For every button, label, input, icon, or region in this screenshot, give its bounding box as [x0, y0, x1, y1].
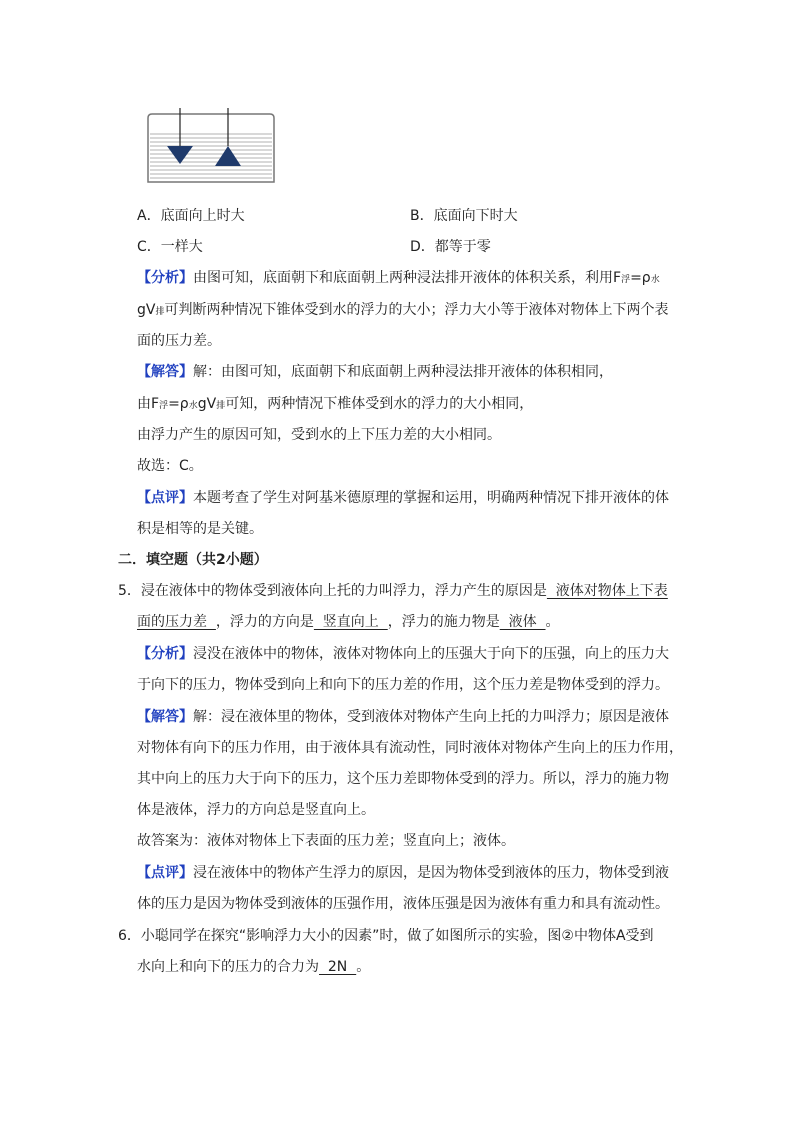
choice-a: A．底面向上时大	[137, 208, 245, 224]
q5-answer-line-4: 体是液体，浮力的方向总是竖直向上。	[137, 802, 375, 818]
choice-b: B．底面向下时大	[410, 208, 518, 224]
q5-analysis-line-1: 【分析】浸没在液体中的物体，液体对物体向上的压强大于向下的压强，向上的压力大	[137, 646, 669, 662]
answer-tag: 【解答】	[137, 364, 193, 380]
q5-comment-line-2: 体的压力是因为物体受到液体的压强作用，液体压强是因为液体有重力和具有流动性。	[137, 896, 669, 912]
beaker-diagram	[146, 108, 276, 186]
q5-stem-line-2: 面的压力差 ，浮力的方向是 竖直向上 ，浮力的施力物是 液体 。	[137, 614, 560, 630]
answer-tag: 【解答】	[137, 709, 193, 725]
section-heading: 二．填空题（共2小题）	[118, 552, 268, 568]
q5-comment-line-1: 【点评】浸在液体中的物体产生浮力的原因，是因为物体受到液体的压力，物体受到液	[137, 865, 669, 881]
q6-stem-line-1: 6．小聪同学在探究“影响浮力大小的因素”时，做了如图所示的实验，图②中物体A受到	[118, 928, 654, 944]
comment-tag: 【点评】	[137, 865, 193, 881]
analysis-tag: 【分析】	[137, 270, 193, 286]
q6-stem-line-2: 水向上和向下的压力的合力为 2N 。	[137, 959, 371, 975]
q4-answer-line-3: 由浮力产生的原因可知，受到水的上下压力差的大小相同。	[137, 427, 501, 443]
cone-figure	[146, 108, 276, 186]
q5-analysis-line-2: 于向下的压力，物体受到向上和向下的压力差的作用，这个压力差是物体受到的浮力。	[137, 677, 669, 693]
q4-answer-line-4: 故选：C。	[137, 458, 203, 474]
choice-d: D．都等于零	[410, 239, 491, 255]
comment-tag: 【点评】	[137, 490, 193, 506]
q5-stem-line-1: 5．浸在液体中的物体受到液体向上托的力叫浮力，浮力产生的原因是 液体对物体上下表	[118, 583, 668, 599]
q5-blank-2: 竖直向上	[313, 614, 388, 630]
q4-comment-line-2: 积是相等的是关键。	[137, 521, 263, 537]
q5-answer-line-1: 【解答】解：浸在液体里的物体，受到液体对物体产生向上托的力叫浮力；原因是液体	[137, 709, 669, 725]
q6-blank: 2N	[319, 959, 357, 975]
q5-blank-1: 液体对物体上下表	[546, 583, 668, 599]
q4-answer-line-1: 【解答】解：由图可知，底面朝下和底面朝上两种浸法排开液体的体积相同，	[137, 364, 613, 380]
q4-comment-line-1: 【点评】本题考查了学生对阿基米德原理的掌握和运用，明确两种情况下排开液体的体	[137, 490, 669, 506]
cone-base-up	[167, 146, 193, 164]
q5-blank-3: 液体	[499, 614, 546, 630]
q4-analysis-line-1: 【分析】由图可知，底面朝下和底面朝上两种浸法排开液体的体积关系，利用F浮=ρ水	[137, 270, 660, 286]
analysis-tag: 【分析】	[137, 646, 193, 662]
choice-c: C．一样大	[137, 239, 203, 255]
q5-answer-line-3: 其中向上的压力大于向下的压力，这个压力差即物体受到的浮力。所以，浮力的施力物	[137, 771, 669, 787]
q5-answer-line-2: 对物体有向下的压力作用，由于液体具有流动性，同时液体对物体产生向上的压力作用，	[137, 740, 683, 756]
q4-analysis-line-2: gV排可判断两种情况下锥体受到水的浮力的大小；浮力大小等于液体对物体上下两个表	[137, 302, 669, 318]
q5-answer-line-5: 故答案为：液体对物体上下表面的压力差；竖直向上；液体。	[137, 833, 515, 849]
q4-answer-line-2: 由F浮=ρ水gV排可知，两种情况下椎体受到水的浮力的大小相同，	[137, 396, 534, 412]
q4-analysis-line-3: 面的压力差。	[137, 333, 221, 349]
cone-base-down	[215, 146, 241, 166]
